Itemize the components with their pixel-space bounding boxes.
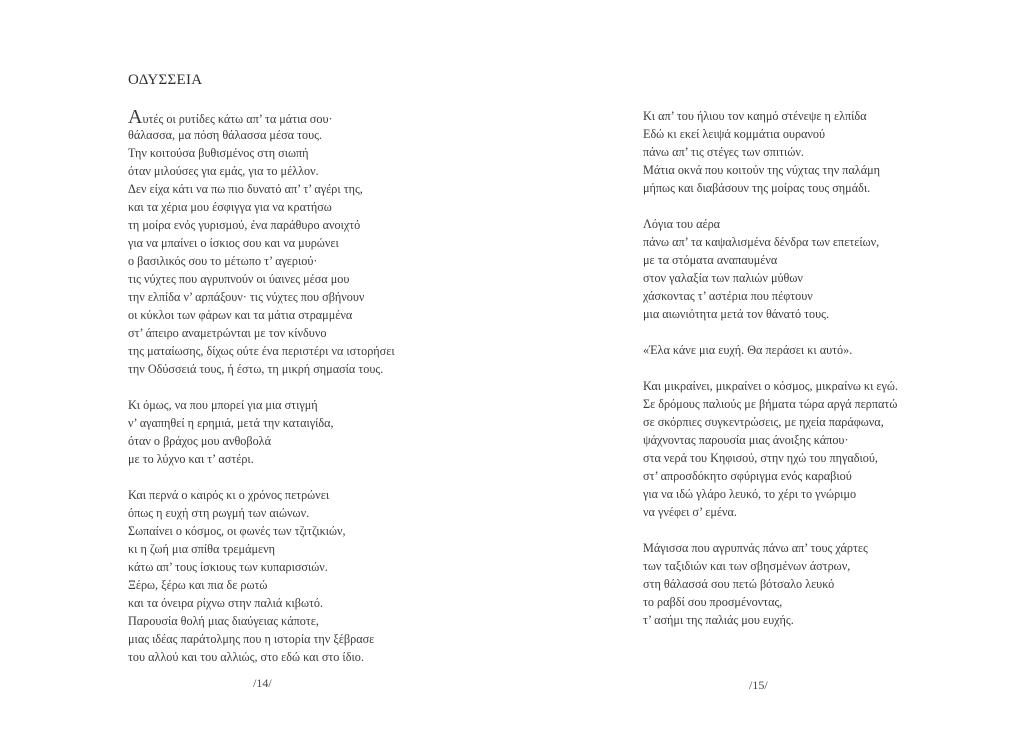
poem-title: ΟΔΥΣΣΕΙΑ [128, 72, 203, 88]
poem-line: Μάτια οκνά που κοιτούν της νύχτας την παλάμη [643, 163, 880, 177]
poem-line: «Έλα κάνε μια ευχή. Θα περάσει κι αυτό». [643, 343, 853, 357]
poem-line: στ’ απροσδόκητο σφύριγμα ενός καραβιού [643, 469, 852, 483]
poem-line: στη θάλασσά σου πετώ βότσαλο λευκό [643, 577, 835, 591]
poem-line: Εδώ κι εκεί λειψά κομμάτια ουρανού [643, 127, 826, 141]
poem-line: και τα όνειρα ρίχνω στην παλιά κιβωτό. [128, 596, 324, 610]
poem-line: μιας ιδέας παράτολμης που η ιστορία την ξέβρασε [128, 632, 375, 646]
poem-line: μια αιωνιότητα μετά τον θάνατό τους. [643, 307, 830, 321]
poem-line: τ’ ασήμι της παλιάς μου ευχής. [643, 613, 794, 627]
poem-line: πάνω απ’ τις στέγες των σπιτιών. [643, 145, 804, 159]
poem-line: ψάχνοντας παρουσία μιας άνοιξης κάπου· [643, 433, 849, 447]
poem-line: του αλλού και του αλλιώς, στο εδώ και στο ίδιο. [128, 650, 364, 664]
poem-line: θάλασσα, μα πόση θάλασσα μέσα τους. [128, 128, 322, 142]
poem-line: στα νερά του Κηφισού, στην ηχώ του πηγαδιού, [643, 451, 878, 465]
left-poem-body [128, 108, 395, 684]
right-page [512, 0, 1024, 731]
poem-line: όταν ο βράχος μου ανθοβολά [128, 434, 271, 448]
stanza [643, 539, 898, 629]
poem-line: με το λύχνο και τ’ αστέρι. [128, 452, 254, 466]
poem-line: σε σκόρπιες συγκεντρώσεις, με ηχεία παράφωνα, [643, 415, 884, 429]
poem-line: Σωπαίνει ο κόσμος, οι φωνές των τζιτζικιών, [128, 524, 346, 538]
page-number-left: /14/ [253, 676, 272, 690]
stanza [643, 377, 898, 521]
poem-line: την ελπίδα ν’ αρπάξουν· τις νύχτες που σβήνουν [128, 290, 365, 304]
poem-line: Κι απ’ του ήλιου τον καημό στένεψε η ελπίδα [643, 109, 867, 123]
poem-line: τη μοίρα ενός γυρισμού, ένα παράθυρο ανοιχτό [128, 218, 361, 232]
poem-line: για να μπαίνει ο ίσκιος σου και να μυρώνει [128, 236, 339, 250]
poem-line: και τα χέρια μου έσφιγγα για να κρατήσω [128, 200, 332, 214]
poem-line: να γνέφει σ’ εμένα. [643, 505, 737, 519]
poem-line: Και μικραίνει, μικραίνει ο κόσμος, μικραίνω κι εγώ. [643, 379, 898, 393]
poem-line: Λόγια του αέρα [643, 217, 721, 231]
drop-cap: Α [128, 106, 143, 128]
page-number-right: /15/ [749, 678, 768, 692]
poem-line: κάτω απ’ τους ίσκιους των κυπαρισσιών. [128, 560, 328, 574]
poem-line: με τα στόματα αναπαυμένα [643, 253, 778, 267]
poem-line: Ξέρω, ξέρω και πια δε ρωτώ [128, 578, 268, 592]
poem-line: πάνω απ’ τα καψαλισμένα δένδρα των επετείων, [643, 235, 880, 249]
poem-line: όπως η ευχή στη ρωγμή των αιώνων. [128, 506, 310, 520]
poem-line: στ’ άπειρο αναμετρώνται με τον κίνδυνο [128, 326, 327, 340]
poem-line: Δεν είχα κάτι να πω πιο δυνατό απ’ τ’ αγέρι της, [128, 182, 363, 196]
poem-line-text: υτές οι ρυτίδες κάτω απ’ τα μάτια σου· [142, 112, 333, 126]
poem-line: μήπως και διαβάσουν της μοίρας τους σημάδι. [643, 181, 871, 195]
poem-line: της ματαίωσης, δίχως ούτε ένα περιστέρι να ιστορήσει [128, 344, 395, 358]
stanza [128, 108, 395, 378]
poem-line: το ραβδί σου προσμένοντας, [643, 595, 783, 609]
poem-line: ν’ αγαπηθεί η ερημιά, μετά την καταιγίδα, [128, 416, 334, 430]
poem-line: Κι όμως, να που μπορεί για μια στιγμή [128, 398, 318, 412]
poem-line: Σε δρόμους παλιούς με βήματα τώρα αργά περπατώ [643, 397, 898, 411]
poem-line: τις νύχτες που αγρυπνούν οι ύαινες μέσα μου [128, 272, 350, 286]
poem-line: των ταξιδιών και των σβησμένων άστρων, [643, 559, 851, 573]
poem-line: στον γαλαξία των παλιών μύθων [643, 271, 803, 285]
poem-line: για να ιδώ γλάρο λευκό, το χέρι το γνώριμο [643, 487, 857, 501]
stanza [643, 215, 898, 323]
poem-line: κι η ζωή μια σπίθα τρεμάμενη [128, 542, 276, 556]
poem-line: Και περνά ο καιρός κι ο χρόνος πετρώνει [128, 488, 330, 502]
right-poem-body [643, 107, 898, 647]
stanza [128, 396, 395, 468]
poem-line: Την κοιτούσα βυθισμένος στη σιωπή [128, 146, 309, 160]
poem-line [128, 108, 395, 126]
poem-line: Μάγισσα που αγρυπνάς πάνω απ’ τους χάρτες [643, 541, 868, 555]
poem-line: χάσκοντας τ’ αστέρια που πέφτουν [643, 289, 813, 303]
stanza [643, 341, 898, 359]
stanza [128, 486, 395, 666]
poem-line: την Οδύσσειά τους, ή έστω, τη μικρή σημασία τους. [128, 362, 384, 376]
poem-line: οι κύκλοι των φάρων και τα μάτια στραμμένα [128, 308, 353, 322]
poem-line: όταν μιλούσες για εμάς, για το μέλλον. [128, 164, 319, 178]
poem-line: Παρουσία θολή μιας διαύγειας κάποτε, [128, 614, 319, 628]
stanza [643, 107, 898, 197]
poem-line: ο βασιλικός σου το μέτωπο τ’ αγεριού· [128, 254, 318, 268]
